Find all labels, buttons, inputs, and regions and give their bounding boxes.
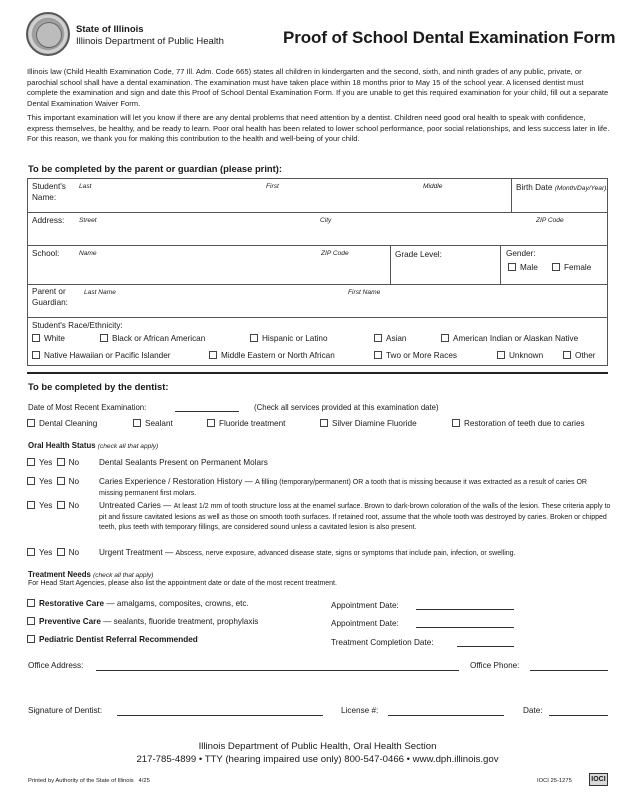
school-name-hint: Name bbox=[79, 250, 97, 257]
checkbox-icon bbox=[27, 548, 35, 556]
service-restoration-checkbox[interactable]: Restoration of teeth due to caries bbox=[452, 419, 585, 428]
middle-name-hint: Middle bbox=[423, 183, 443, 190]
gender-male-checkbox[interactable]: Male bbox=[508, 263, 538, 272]
footer-contact: 217-785-4899 • TTY (hearing impaired use only) 800-547-0466 • www.dph.illinois.gov bbox=[136, 754, 499, 765]
divider bbox=[500, 246, 501, 284]
treatment-needs-heading: Treatment Needs (check all that apply) bbox=[28, 570, 154, 579]
state-name: State of Illinois bbox=[76, 24, 144, 35]
checkbox-icon bbox=[27, 599, 35, 607]
checkbox-icon bbox=[508, 263, 516, 271]
first-name-hint: First bbox=[266, 183, 279, 190]
yes-checkbox[interactable]: Yes bbox=[27, 548, 52, 557]
no-checkbox[interactable]: No bbox=[57, 477, 79, 486]
race-native-hawaiian-checkbox[interactable]: Native Hawaiian or Pacific Islander bbox=[32, 351, 171, 360]
birth-date-field[interactable]: Birth Date (Month/Day/Year): bbox=[516, 183, 609, 192]
license-input[interactable] bbox=[388, 705, 504, 716]
checkbox-icon bbox=[374, 334, 382, 342]
parent-form-box bbox=[27, 178, 608, 366]
race-middle-eastern-checkbox[interactable]: Middle Eastern or North African bbox=[209, 351, 335, 360]
footer-agency: Illinois Department of Public Health, Oral Health Section bbox=[198, 741, 437, 752]
guardian-label: Parent or Guardian: bbox=[32, 287, 68, 307]
race-asian-checkbox[interactable]: Asian bbox=[374, 334, 406, 343]
guardian-row[interactable] bbox=[28, 285, 607, 318]
no-checkbox[interactable]: No bbox=[57, 501, 79, 510]
restorative-appointment-input[interactable] bbox=[416, 600, 514, 610]
checkbox-icon bbox=[27, 458, 35, 466]
school-label: School: bbox=[32, 249, 60, 258]
signature-label: Signature of Dentist: bbox=[28, 706, 103, 715]
service-silver-diamine-checkbox[interactable]: Silver Diamine Fluoride bbox=[320, 419, 417, 428]
office-phone-label: Office Phone: bbox=[470, 661, 520, 670]
race-american-indian-checkbox[interactable]: American Indian or Alaskan Native bbox=[441, 334, 578, 343]
date-input[interactable] bbox=[549, 705, 608, 716]
city-hint: City bbox=[320, 217, 332, 224]
address-row[interactable] bbox=[28, 213, 607, 246]
department-name: Illinois Department of Public Health bbox=[76, 36, 224, 47]
address-label: Address: bbox=[32, 216, 65, 225]
form-title: Proof of School Dental Examination Form bbox=[283, 28, 616, 47]
checkbox-icon bbox=[452, 419, 460, 427]
checkbox-icon bbox=[441, 334, 449, 342]
license-label: License #: bbox=[341, 706, 379, 715]
office-phone-input[interactable] bbox=[530, 660, 608, 671]
divider bbox=[390, 246, 391, 284]
checkbox-icon bbox=[27, 635, 35, 643]
race-white-checkbox[interactable]: White bbox=[32, 334, 65, 343]
race-label: Student's Race/Ethnicity: bbox=[32, 321, 123, 330]
checkbox-icon bbox=[552, 263, 560, 271]
checkbox-icon bbox=[32, 334, 40, 342]
yes-checkbox[interactable]: Yes bbox=[27, 477, 52, 486]
services-hint: (Check all services provided at this examination date) bbox=[254, 403, 439, 412]
checkbox-icon bbox=[32, 351, 40, 359]
street-hint: Street bbox=[79, 217, 97, 224]
oral-health-heading: Oral Health Status (check all that apply) bbox=[28, 441, 159, 450]
guardian-last-hint: Last Name bbox=[84, 289, 116, 296]
preventive-appointment-label: Appointment Date: bbox=[331, 619, 399, 628]
exam-date-label: Date of Most Recent Examination: bbox=[28, 403, 147, 412]
dentist-section-heading: To be completed by the dentist: bbox=[28, 381, 169, 392]
service-fluoride-checkbox[interactable]: Fluoride treatment bbox=[207, 419, 285, 428]
service-sealant-checkbox[interactable]: Sealant bbox=[133, 419, 173, 428]
school-input[interactable] bbox=[76, 246, 388, 284]
office-address-input[interactable] bbox=[96, 660, 459, 671]
race-two-or-more-checkbox[interactable]: Two or More Races bbox=[374, 351, 457, 360]
parent-section-heading: To be completed by the parent or guardian (please print): bbox=[28, 163, 283, 174]
gender-female-checkbox[interactable]: Female bbox=[552, 263, 591, 272]
grade-level-field[interactable]: Grade Level: bbox=[395, 250, 442, 259]
signature-input[interactable] bbox=[117, 705, 323, 716]
checkbox-icon bbox=[57, 548, 65, 556]
checkbox-icon bbox=[57, 501, 65, 509]
exam-date-input[interactable] bbox=[175, 402, 239, 412]
student-name-row bbox=[28, 179, 607, 213]
office-address-label: Office Address: bbox=[28, 661, 84, 670]
intro-paragraph-2: This important examination will let you know if there are any dental problems that need attention by a dentist. Children need good oral health to speak with confidence, express themselves, be healthy, and be ready to learn. Poor oral health has been related to lower school performance, poor social relationships, and less success later in life. For this reason, we thank you for making this contribution to the health and well-being of your child. bbox=[27, 113, 610, 144]
race-unknown-checkbox[interactable]: Unknown bbox=[497, 351, 543, 360]
race-row bbox=[28, 318, 607, 366]
checkbox-icon bbox=[209, 351, 217, 359]
preventive-appointment-input[interactable] bbox=[416, 618, 514, 628]
checkbox-icon bbox=[100, 334, 108, 342]
checkbox-icon bbox=[497, 351, 505, 359]
service-dental-cleaning-checkbox[interactable]: Dental Cleaning bbox=[27, 419, 97, 428]
last-name-hint: Last bbox=[79, 183, 92, 190]
race-black-checkbox[interactable]: Black or African American bbox=[100, 334, 205, 343]
preventive-care-checkbox[interactable]: Preventive Care — sealants, fluoride treatment, prophylaxis bbox=[27, 617, 258, 626]
checkbox-icon bbox=[563, 351, 571, 359]
checkbox-icon bbox=[27, 501, 35, 509]
gender-label: Gender: bbox=[506, 249, 536, 258]
printed-by: Printed by Authority of the State of Illinois 4/25 bbox=[28, 778, 150, 784]
checkbox-icon bbox=[27, 617, 35, 625]
checkbox-icon bbox=[27, 477, 35, 485]
checkbox-icon bbox=[320, 419, 328, 427]
race-hispanic-checkbox[interactable]: Hispanic or Latino bbox=[250, 334, 328, 343]
yes-checkbox[interactable]: Yes bbox=[27, 458, 52, 467]
checkbox-icon bbox=[133, 419, 141, 427]
checkbox-icon bbox=[250, 334, 258, 342]
zip-hint: ZIP Code bbox=[536, 217, 564, 224]
checkbox-icon bbox=[207, 419, 215, 427]
no-checkbox[interactable]: No bbox=[57, 548, 79, 557]
checkbox-icon bbox=[374, 351, 382, 359]
completion-date-input[interactable] bbox=[457, 637, 514, 647]
divider bbox=[511, 179, 512, 212]
school-zip-hint: ZIP Code bbox=[321, 250, 349, 257]
restorative-appointment-label: Appointment Date: bbox=[331, 601, 399, 610]
completion-date-label: Treatment Completion Date: bbox=[331, 638, 434, 647]
race-other-checkbox[interactable]: Other bbox=[563, 351, 595, 360]
treatment-note: For Head Start Agencies, please also list the appointment date or date of the most recent treatment. bbox=[28, 580, 337, 587]
state-seal-icon bbox=[26, 12, 70, 56]
checkbox-icon bbox=[57, 477, 65, 485]
no-checkbox[interactable]: No bbox=[57, 458, 79, 467]
checkbox-icon bbox=[57, 458, 65, 466]
student-name-label: Student's Name: bbox=[32, 182, 66, 202]
ioci-logo-icon: IOCI bbox=[589, 773, 608, 786]
section-divider bbox=[27, 372, 608, 374]
restorative-care-checkbox[interactable]: Restorative Care — amalgams, composites, crowns, etc. bbox=[27, 599, 249, 608]
form-code: IOCI 25-1275 bbox=[537, 778, 572, 784]
guardian-first-hint: First Name bbox=[348, 289, 381, 296]
yes-checkbox[interactable]: Yes bbox=[27, 501, 52, 510]
checkbox-icon bbox=[27, 419, 35, 427]
date-label: Date: bbox=[523, 706, 543, 715]
pediatric-referral-checkbox[interactable]: Pediatric Dentist Referral Recommended bbox=[27, 635, 198, 644]
school-row bbox=[28, 246, 607, 285]
intro-paragraph-1: Illinois law (Child Health Examination Code, 77 Ill. Adm. Code 665) states all children in kindergarten and the second, sixth, and ninth grades of any public, private, or parochial school shall have a dental examination. The examination must have taken place within 18 months prior to May 15 of the school year. A licensed dentist must complete the examination and sign and date this Proof of School Dental Examination Form. If you are unable to get this required examination for your child, fill out a separate Dental Examination Waiver Form. bbox=[27, 67, 609, 108]
student-name-input[interactable] bbox=[76, 179, 511, 212]
